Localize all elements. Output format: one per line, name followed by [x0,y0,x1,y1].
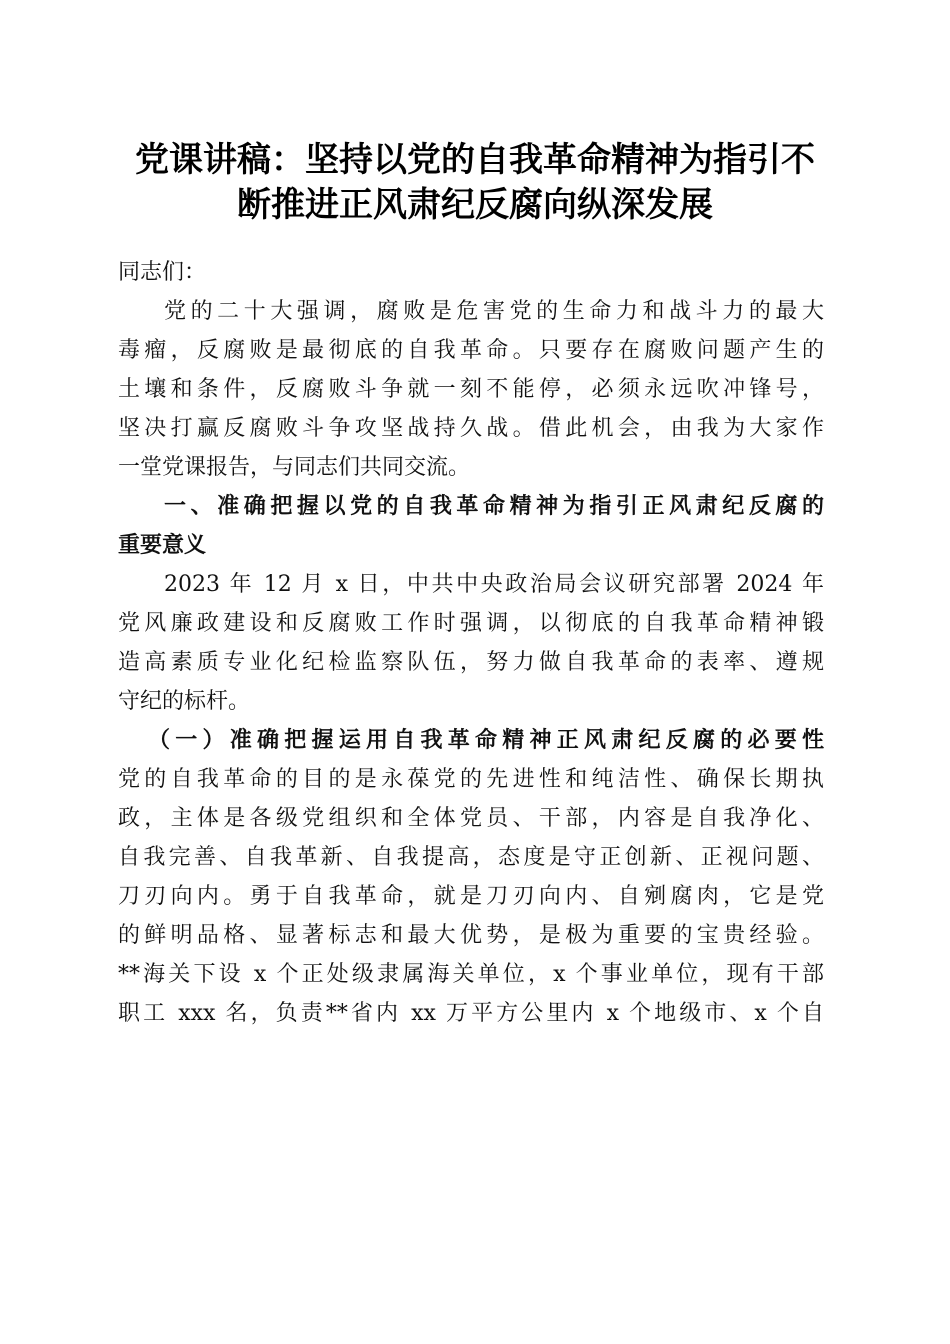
document-body [118,253,824,1033]
paragraph-line: 刀刃向内。勇于自我革命，就是刀刃向内、自剜腐肉，它是党 [118,884,824,909]
paragraph-line: 坚决打赢反腐败斗争攻坚战持久战。借此机会，由我为大家作 [118,416,824,441]
paragraph-line: 自我完善、自我革新、自我提高，态度是守正创新、正视问题、 [118,845,824,870]
paragraph-line: 党的自我革命的目的是永葆党的先进性和纯洁性、确保长期执 [118,767,824,792]
paragraph-line: 党的二十大强调，腐败是危害党的生命力和战斗力的最大 [164,299,824,324]
paragraph-line: 政，主体是各级党组织和全体党员、干部，内容是自我净化、 [118,806,824,831]
paragraph-line: 守纪的标杆。 [118,689,251,714]
heading-line: 重要意义 [118,533,207,558]
paragraph-line: 党风廉政建设和反腐败工作时强调，以彻底的自我革命精神锻 [118,611,824,636]
heading-line: （一）准确把握运用自我革命精神正风肃纪反腐的必要性 [148,727,824,753]
heading-line: 一、准确把握以党的自我革命精神为指引正风肃纪反腐的 [164,494,824,519]
intro-paragraph [118,292,824,487]
paragraph-line: 职工 xxx 名，负责**省内 xx 万平方公里内 x 个地级市、x 个自 [118,1001,824,1026]
salutation: 同志们： [118,260,207,285]
paragraph-line: 一堂党课报告，与同志们共同交流。 [118,455,471,480]
section-heading-1 [118,487,824,565]
self-revolution-paragraph [118,760,824,1033]
meeting-paragraph [118,565,824,721]
document-title-line-1: 党课讲稿：坚持以党的自我革命精神为指引不 [135,140,815,180]
paragraph-line: 2023 年 12 月 x 日，中共中央政治局会议研究部署 2024 年 [164,572,824,597]
paragraph-line: 的鲜明品格、显著标志和最大优势，是极为重要的宝贵经验。 [118,923,824,948]
paragraph-line: **海关下设 x 个正处级隶属海关单位，x 个事业单位，现有干部 [118,962,824,987]
subsection-heading-1 [118,721,824,760]
document-title-line-2: 断推进正风肃纪反腐向纵深发展 [237,185,713,225]
paragraph-line: 土壤和条件，反腐败斗争就一刻不能停，必须永远吹冲锋号， [118,377,824,402]
paragraph-line: 毒瘤，反腐败是最彻底的自我革命。只要存在腐败问题产生的 [118,338,824,363]
paragraph-line: 造高素质专业化纪检监察队伍，努力做自我革命的表率、遵规 [118,650,824,675]
